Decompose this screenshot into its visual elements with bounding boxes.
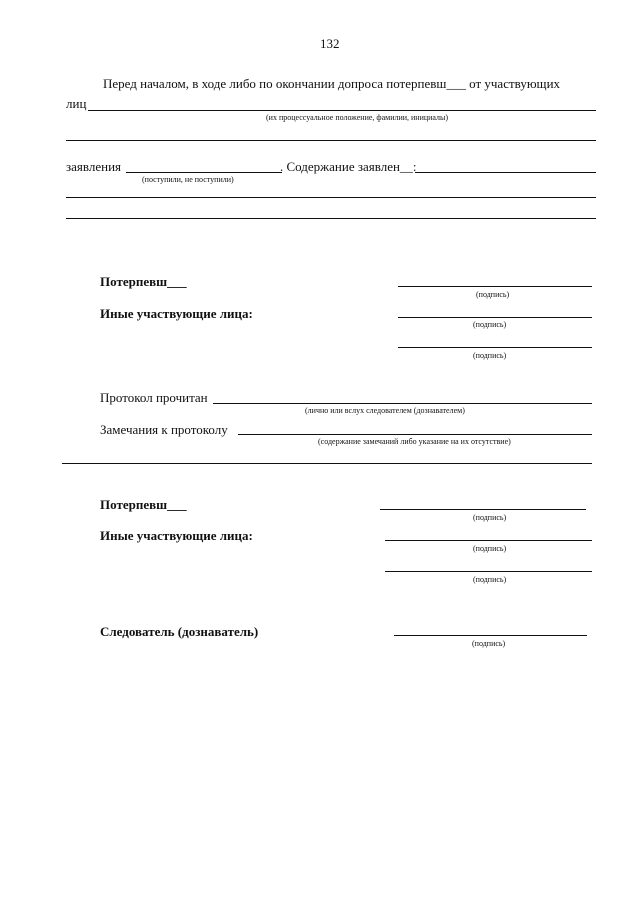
content-blank-line	[415, 172, 596, 173]
signature-caption: (подпись)	[476, 290, 510, 299]
received-blank-line	[126, 172, 282, 173]
investigator-signature-line	[394, 635, 587, 636]
blank-line	[66, 218, 596, 219]
victim-label: Потерпевш___	[100, 274, 187, 289]
participant-signature-line	[398, 317, 592, 318]
lits-blank-line	[88, 110, 596, 111]
participant-signature-line	[385, 540, 592, 541]
blank-line	[66, 197, 596, 198]
remarks-caption: (содержание замечаний либо указание на их отсутствие)	[318, 437, 511, 446]
participant-signature-line	[385, 571, 592, 572]
investigator-label: Следователь (дознаватель)	[100, 624, 259, 639]
protocol-read-caption: (лично или вслух следователем (дознавателем)	[305, 406, 465, 415]
signature-caption: (подпись)	[473, 544, 507, 553]
other-participants-label: Иные участвующие лица:	[100, 528, 253, 543]
page-number: 132	[320, 36, 340, 51]
received-caption: (поступили, не поступили)	[142, 175, 234, 184]
signature-caption: (подпись)	[472, 639, 506, 648]
remarks-label: Замечания к протоколу	[100, 422, 228, 437]
signature-caption: (подпись)	[473, 351, 507, 360]
blank-line	[66, 140, 596, 141]
soderzhanie-label: . Содержание заявлен__:	[280, 159, 417, 174]
status-caption: (их процессуальное положение, фамилии, инициалы)	[266, 113, 449, 122]
other-participants-label: Иные участвующие лица:	[100, 306, 253, 321]
victim-label: Потерпевш___	[100, 497, 187, 512]
victim-signature-line	[380, 509, 586, 510]
signature-caption: (подпись)	[473, 575, 507, 584]
blank-line	[62, 463, 592, 464]
victim-signature-line	[398, 286, 592, 287]
remarks-line	[238, 434, 592, 435]
zayavleniya-label: заявления	[66, 159, 122, 174]
signature-caption: (подпись)	[473, 513, 507, 522]
lits-label: лиц	[66, 96, 87, 111]
participant-signature-line	[398, 347, 592, 348]
protocol-read-label: Протокол прочитан	[100, 390, 208, 405]
signature-caption: (подпись)	[473, 320, 507, 329]
intro-line-1: Перед началом, в ходе либо по окончании допроса потерпевш___ от участвующих	[103, 76, 561, 91]
protocol-read-line	[213, 403, 592, 404]
